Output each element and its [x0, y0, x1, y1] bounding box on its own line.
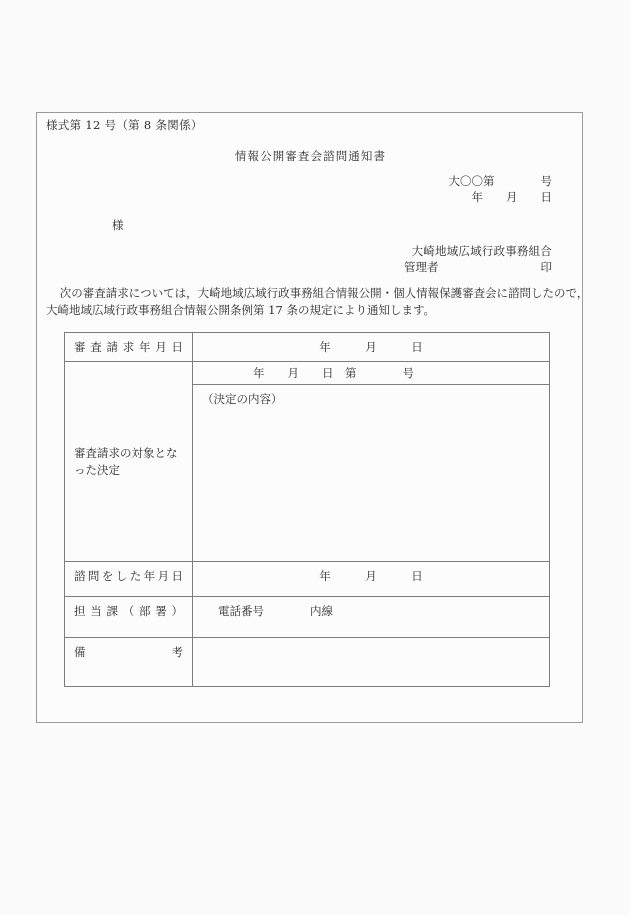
value-decision-content: （決定の内容）	[202, 392, 283, 406]
row-value-cell[interactable]	[193, 333, 550, 362]
row-value-cell[interactable]	[193, 638, 550, 687]
value-consultation-date: 年 月 日	[319, 569, 423, 583]
value-remarks	[193, 638, 549, 650]
table-row	[65, 562, 550, 597]
label-remarks: 備考	[74, 645, 183, 659]
label-consultation-date: 諮問をした年月日	[74, 569, 183, 583]
issuer-organization: 大崎地域広域行政事務組合	[411, 244, 552, 258]
table-row	[65, 597, 550, 638]
table-row	[65, 638, 550, 687]
label-target-decision: 審査請求の対象となった決定	[74, 445, 178, 477]
row-value-cell[interactable]	[193, 362, 550, 385]
document-number-field: 大〇〇第 号	[448, 174, 552, 188]
value-department-contact: 電話番号 内線	[218, 604, 333, 618]
row-label-cell	[65, 597, 193, 638]
form-table	[64, 332, 550, 687]
row-label-cell	[65, 333, 193, 362]
form-number-label: 様式第 12 号（第 8 条関係）	[46, 118, 203, 132]
issuer-role-label: 管理者	[404, 260, 439, 274]
form-frame	[36, 112, 589, 723]
value-application-date: 年 月 日	[319, 340, 423, 354]
body-paragraph	[46, 285, 589, 319]
row-label-cell	[65, 362, 193, 562]
issuer-role-line	[404, 259, 552, 275]
value-decision-number: 年 月 日 第 号	[253, 366, 414, 380]
document-date-field: 年 月 日	[471, 190, 552, 204]
seal-icon: 印	[540, 260, 552, 274]
body-line-2: 大崎地域広域行政事務組合情報公開条例第 17 条の規定により通知します。	[46, 303, 436, 317]
label-application-date: 審査請求年月日	[74, 340, 183, 354]
label-department: 担当課（部署）	[74, 604, 183, 618]
row-value-cell[interactable]	[193, 562, 550, 597]
row-value-cell[interactable]	[193, 385, 550, 562]
table-row	[65, 362, 550, 385]
table-row	[65, 333, 550, 362]
document-title: 情報公開審査会諮問通知書	[234, 149, 387, 163]
row-label-cell	[65, 638, 193, 687]
row-value-cell[interactable]	[193, 597, 550, 638]
row-label-cell	[65, 562, 193, 597]
body-line-1: 次の審査請求については，大崎地域広域行政事務組合情報公開・個人情報保護審査会に諮問したので，	[59, 286, 589, 300]
addressee-line: 様	[112, 218, 124, 232]
